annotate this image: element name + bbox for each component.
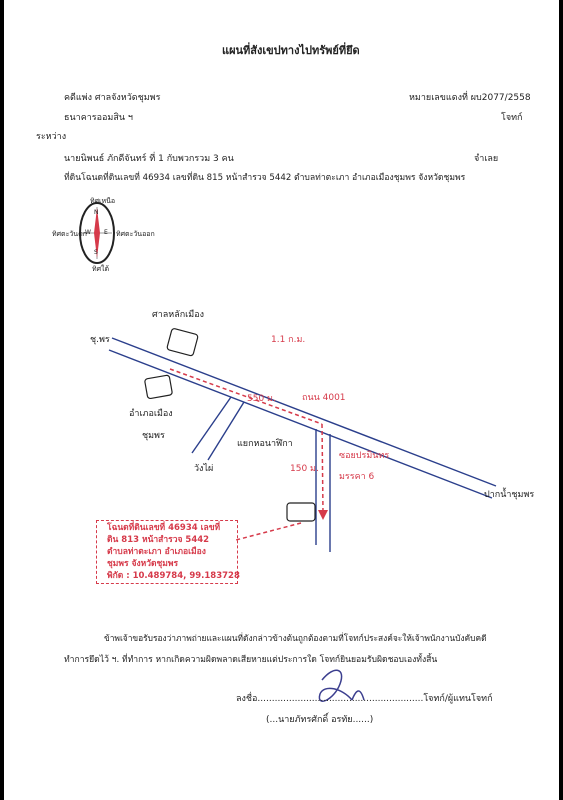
distance-label-3: 150 ม.: [290, 464, 319, 474]
property-description: ที่ดินโฉนดที่ดินเลขที่ 46934 เลขที่ดิน 815 หน้าสำรวจ 5442 ตำบลท่าตะเภา อำเภอเมืองชุมพร จังหวัดชุมพร: [64, 173, 466, 183]
signer-name: (...นายภัทรศักดิ์ อรทัย......): [266, 715, 374, 725]
map-drawing: [4, 0, 559, 800]
soi-label-2: มรรคา 6: [339, 472, 375, 482]
property-box-line-2: ดิน 813 หน้าสำรวจ 5442: [107, 534, 210, 545]
district-office-label-1: อำเภอเมือง: [129, 409, 173, 419]
property-building: [287, 503, 315, 521]
compass-east: ทิศตะวันออก: [116, 230, 155, 238]
certification-line-2: ทำการยึดไว้ ฯ. ที่ทำการ หากเกิดความผิดพลาดเสียหายแต่ประการใด โจทก์ยินยอมรับผิดชอบเองทั้งสิ้น: [64, 655, 438, 665]
distance-label-2: 550 ม.: [247, 394, 276, 404]
branch-road: [192, 397, 244, 460]
soi-label-1: ซอยปรมินทร: [339, 451, 390, 461]
compass-south: ทิศใต้: [92, 265, 110, 273]
certification-line-1: ข้าพเจ้าขอรับรองว่าภาพถ่ายและแผนที่ดังกล่าวข้างต้นถูกต้องตามที่โจทก์ประสงค์จะให้เจ้าพนักงานบังคับคดี: [104, 633, 487, 643]
property-info-box: [96, 520, 238, 584]
case-court: คดีแพ่ง ศาลจังหวัดชุมพร: [64, 93, 161, 103]
compass-s-letter: S: [94, 249, 98, 256]
compass-north: ทิศเหนือ: [90, 197, 116, 205]
road-label: ถนน 4001: [302, 393, 346, 403]
property-box-line-4: ชุมพร จังหวัดชุมพร: [107, 558, 179, 569]
document-page: [4, 0, 559, 800]
compass-e-letter: E: [104, 229, 108, 236]
compass-w-letter: W: [85, 229, 91, 236]
case-number: หมายเลขแดงที่ ผบ2077/2558: [409, 93, 531, 103]
wangpai-label: วังไผ่: [194, 464, 214, 474]
chumphon-label: ชุ.พร: [90, 335, 110, 345]
property-box-line-1: โฉนดที่ดินเลขที่ 46934 เลขที่: [107, 523, 221, 533]
signature-line: ลงชื่อ..........................................................โจทก์/ผู้แทนโจทก์: [236, 694, 493, 704]
property-box-line-3: ตำบลท่าตะเภา อำเภอเมือง: [107, 546, 206, 557]
defendant-name: นายนิพนธ์ ภักดีจันทร์ ที่ 1 กับพวกรวม 3 คน: [64, 154, 234, 164]
compass-n-letter: N: [94, 209, 99, 216]
between-label: ระหว่าง: [36, 132, 67, 142]
court-label: ศาลหลักเมือง: [152, 310, 204, 320]
plaintiff-name: ธนาคารออมสิน ฯ: [64, 113, 133, 123]
compass-west: ทิศตะวันตก: [52, 230, 87, 238]
route-arrow: [318, 510, 328, 520]
document-title: แผนที่สังเขปทางไปทรัพย์ที่ยึด: [222, 44, 360, 57]
defendant-label: จำเลย: [474, 154, 499, 164]
district-office-label-2: ชุมพร: [142, 431, 165, 441]
property-box-line-5: พิกัด : 10.489784, 99.183728: [107, 570, 240, 581]
distance-label-1: 1.1 ก.ม.: [271, 335, 306, 345]
plaintiff-label: โจทก์: [501, 113, 523, 123]
junction-label: แยกหอนาฬิกา: [237, 439, 293, 449]
court-building: [167, 328, 199, 356]
district-office-building: [144, 375, 172, 399]
river-mouth-label: ปากน้ำชุมพร: [484, 490, 535, 500]
